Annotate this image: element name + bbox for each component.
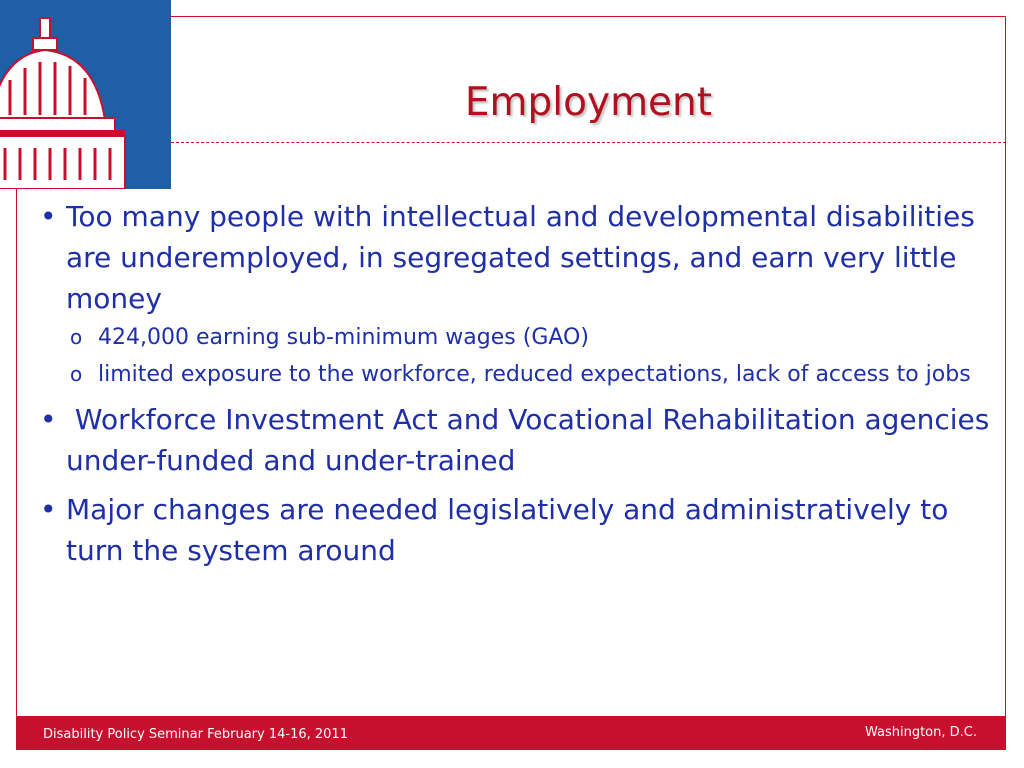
bullet-item — [30, 489, 990, 571]
footer-location-label: Washington, D.C. — [864, 725, 977, 740]
sub-bullet-item — [30, 358, 990, 391]
sub-bullet-text: limited exposure to the workforce, reduced expectations, lack of access to jobs — [98, 362, 971, 387]
sub-bullet-item — [30, 321, 990, 354]
footer-bar — [17, 716, 1005, 749]
bullet-dot-icon: • — [40, 200, 57, 233]
sub-bullet-list — [30, 321, 990, 391]
hollow-circle-icon: o — [70, 325, 83, 349]
sub-bullet-text: 424,000 earning sub-minimum wages (GAO) — [98, 325, 589, 350]
bullet-item — [30, 196, 990, 319]
slide-title: Employment — [464, 80, 713, 125]
footer-event-label: Disability Policy Seminar February 14-16, 2011 — [43, 727, 348, 742]
hollow-circle-icon: o — [70, 362, 83, 386]
capitol-dome-logo — [0, 0, 171, 189]
bullet-text: Too many people with intellectual and developmental disabilities are underemployed, in segregated settings, and earn very little money — [66, 200, 975, 315]
bullet-dot-icon: • — [40, 403, 57, 436]
capitol-dome-icon — [0, 0, 171, 189]
slide-body — [30, 196, 999, 571]
bullet-text: Workforce Investment Act and Vocational Rehabilitation agencies under-funded and under-trained — [66, 403, 999, 477]
bullet-item — [30, 399, 999, 481]
title-divider — [171, 142, 1006, 143]
bullet-dot-icon: • — [40, 493, 57, 526]
bullet-text: Major changes are needed legislatively and administratively to turn the system around — [66, 493, 949, 567]
